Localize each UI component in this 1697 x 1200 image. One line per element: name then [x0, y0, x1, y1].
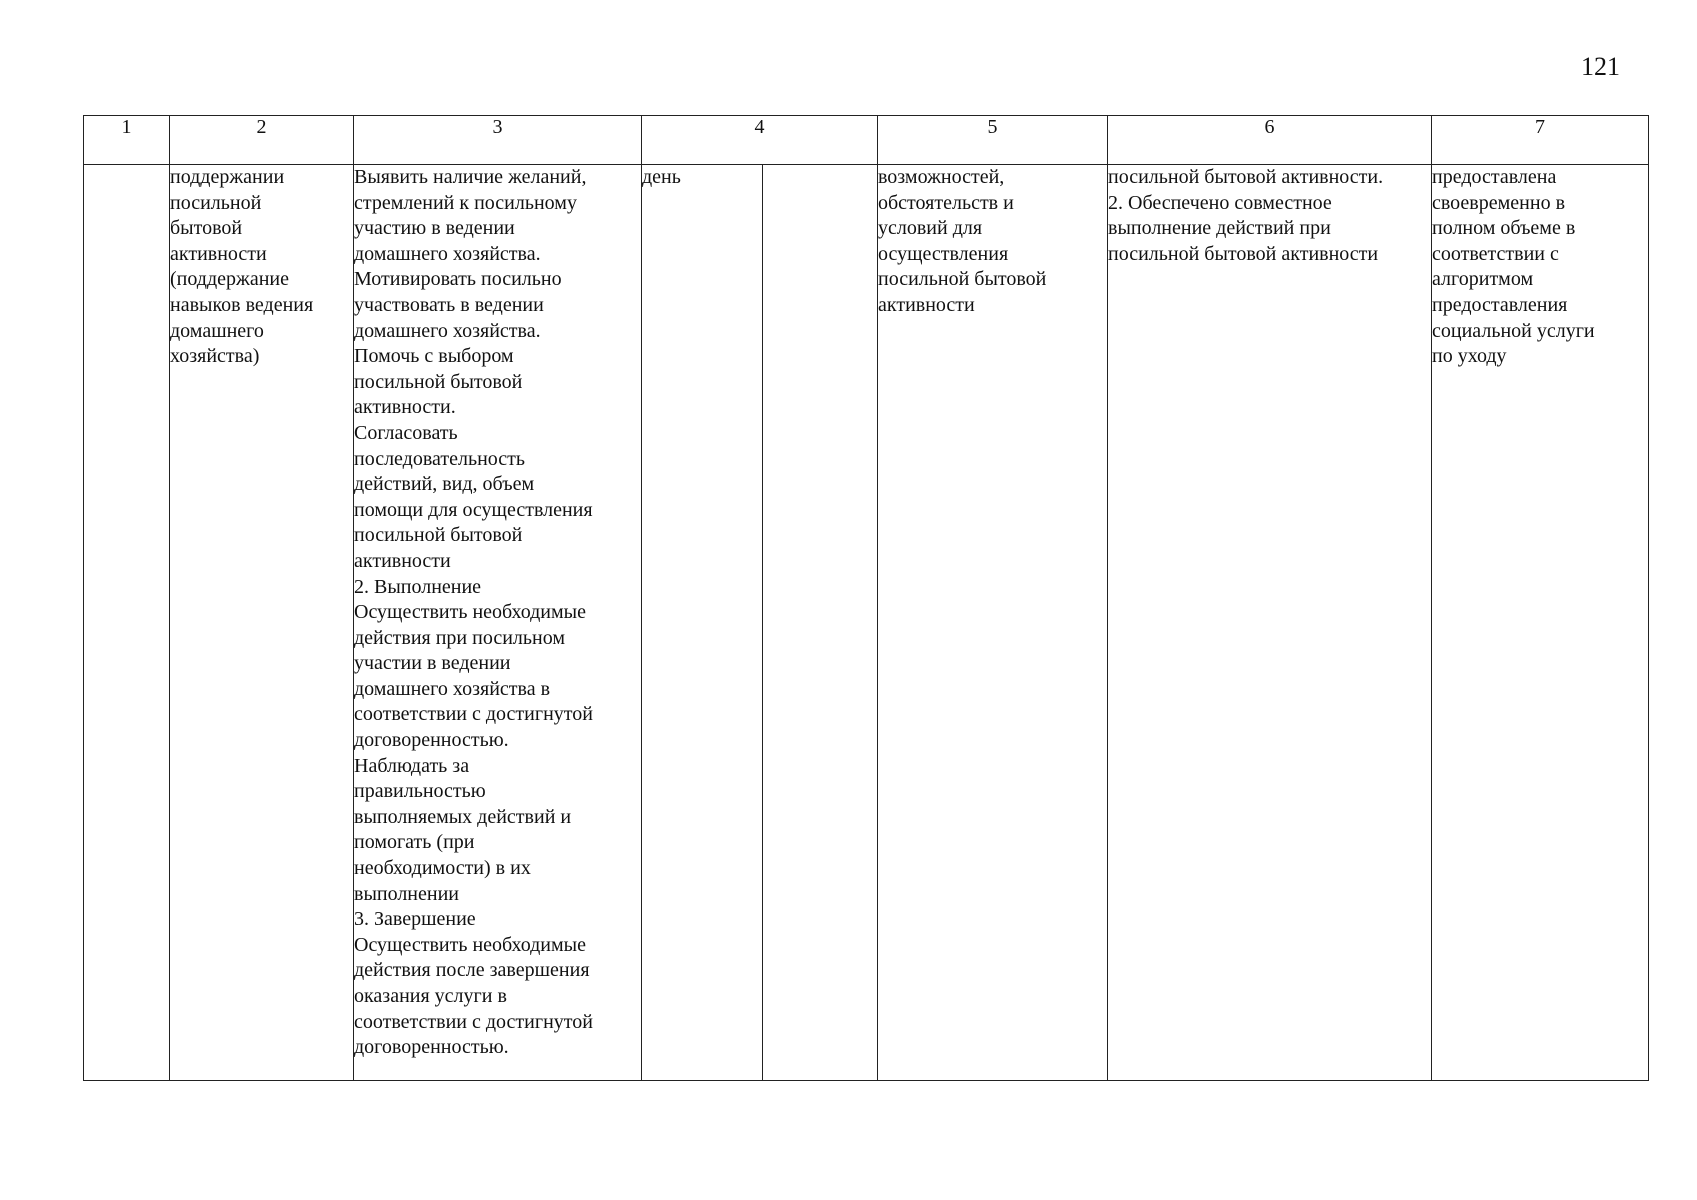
text-line: алгоритмом [1432, 268, 1534, 291]
text-line: домашнего хозяйства. [354, 242, 541, 265]
header-row [84, 116, 1649, 165]
column-header-1: 1 [84, 116, 170, 165]
text-line: поддержании [170, 166, 285, 188]
cell-quality [1432, 165, 1649, 1081]
text-line: домашнего [170, 319, 264, 342]
text-line: по уходу [1432, 345, 1507, 368]
text-line: (поддержание [170, 268, 289, 291]
text-line: активности [170, 242, 267, 265]
text-line: действия после завершения [354, 959, 590, 982]
text-line: договоренностью. [354, 729, 509, 752]
text-line: Осуществить необходимые [354, 933, 586, 956]
text-line: день [642, 166, 681, 188]
text-line: домашнего хозяйства. [354, 319, 541, 342]
text-line: участию в ведении [354, 217, 515, 240]
text-line: 2. Обеспечено совместное [1108, 191, 1332, 214]
text-line: Мотивировать посильно [354, 268, 562, 291]
text-line: действия при посильном [354, 626, 565, 649]
text-line: условий для [878, 217, 983, 240]
text-line: соответствии с достигнутой [354, 703, 593, 726]
text-line: посильной [170, 191, 262, 214]
text-line: навыков ведения [170, 293, 314, 316]
column-header-7: 7 [1432, 116, 1649, 165]
text-line: бытовой [170, 217, 243, 240]
text-line: обстоятельств и [878, 191, 1014, 214]
text-line: домашнего хозяйства в [354, 677, 551, 700]
text-line: последовательность [354, 447, 526, 470]
text-line: посильной бытовой [354, 370, 523, 393]
text-line: Наблюдать за [354, 754, 470, 777]
column-header-6: 6 [1108, 116, 1432, 165]
text-line: 3. Завершение [354, 908, 476, 931]
text-line: активности [354, 549, 451, 572]
column-header-2: 2 [170, 116, 354, 165]
page-number: 121 [1581, 52, 1620, 81]
text-line: активности [878, 293, 975, 316]
text-line: полном объеме в [1432, 217, 1576, 240]
cell-results [1108, 165, 1432, 1081]
text-line: договоренностью. [354, 1036, 509, 1059]
text-line: участвовать в ведении [354, 293, 544, 316]
text-line: действий, вид, объем [354, 473, 535, 496]
text-line: Осуществить необходимые [354, 601, 586, 624]
text-line: выполнение действий при [1108, 217, 1331, 240]
text-line: помогать (при [354, 831, 475, 854]
text-line: предоставления [1432, 293, 1568, 316]
column-header-4: 4 [642, 116, 878, 165]
cell-col1 [84, 165, 170, 1081]
text-line: выполняемых действий и [354, 805, 572, 828]
text-line: помощи для осуществления [354, 498, 593, 521]
text-line: посильной бытовой активности. [1108, 166, 1384, 188]
text-line: активности. [354, 396, 456, 419]
text-line: возможностей, [878, 166, 1005, 188]
cell-service-steps [354, 165, 642, 1081]
text-line: хозяйства) [170, 345, 260, 368]
services-table [83, 115, 1649, 1081]
text-line: Согласовать [354, 421, 458, 444]
text-line: оказания услуги в [354, 985, 507, 1007]
text-line: посильной бытовой активности [1108, 242, 1379, 265]
text-line: социальной услуги [1432, 319, 1595, 342]
text-line: посильной бытовой [354, 524, 523, 547]
text-line: посильной бытовой [878, 268, 1047, 291]
column-header-5: 5 [878, 116, 1108, 165]
text-line: стремлений к посильному [354, 191, 577, 214]
table-row [84, 165, 1649, 1081]
cell-col4-sub [763, 165, 878, 1081]
text-line: 2. Выполнение [354, 575, 482, 598]
text-line: предоставлена [1432, 166, 1557, 188]
text-line: Помочь с выбором [354, 345, 514, 368]
text-line: выполнении [354, 882, 459, 905]
text-line: Выявить наличие желаний, [354, 166, 587, 188]
text-line: своевременно в [1432, 191, 1566, 214]
text-line: правильностью [354, 780, 486, 803]
text-line: необходимости) в их [354, 857, 531, 880]
text-line: осуществления [878, 242, 1009, 265]
text-line: соответствии с достигнутой [354, 1010, 593, 1033]
text-line: соответствии с [1432, 242, 1559, 265]
cell-conditions [878, 165, 1108, 1081]
column-header-3: 3 [354, 116, 642, 165]
cell-periodicity [642, 165, 763, 1081]
cell-service-name [170, 165, 354, 1081]
text-line: участии в ведении [354, 652, 511, 675]
